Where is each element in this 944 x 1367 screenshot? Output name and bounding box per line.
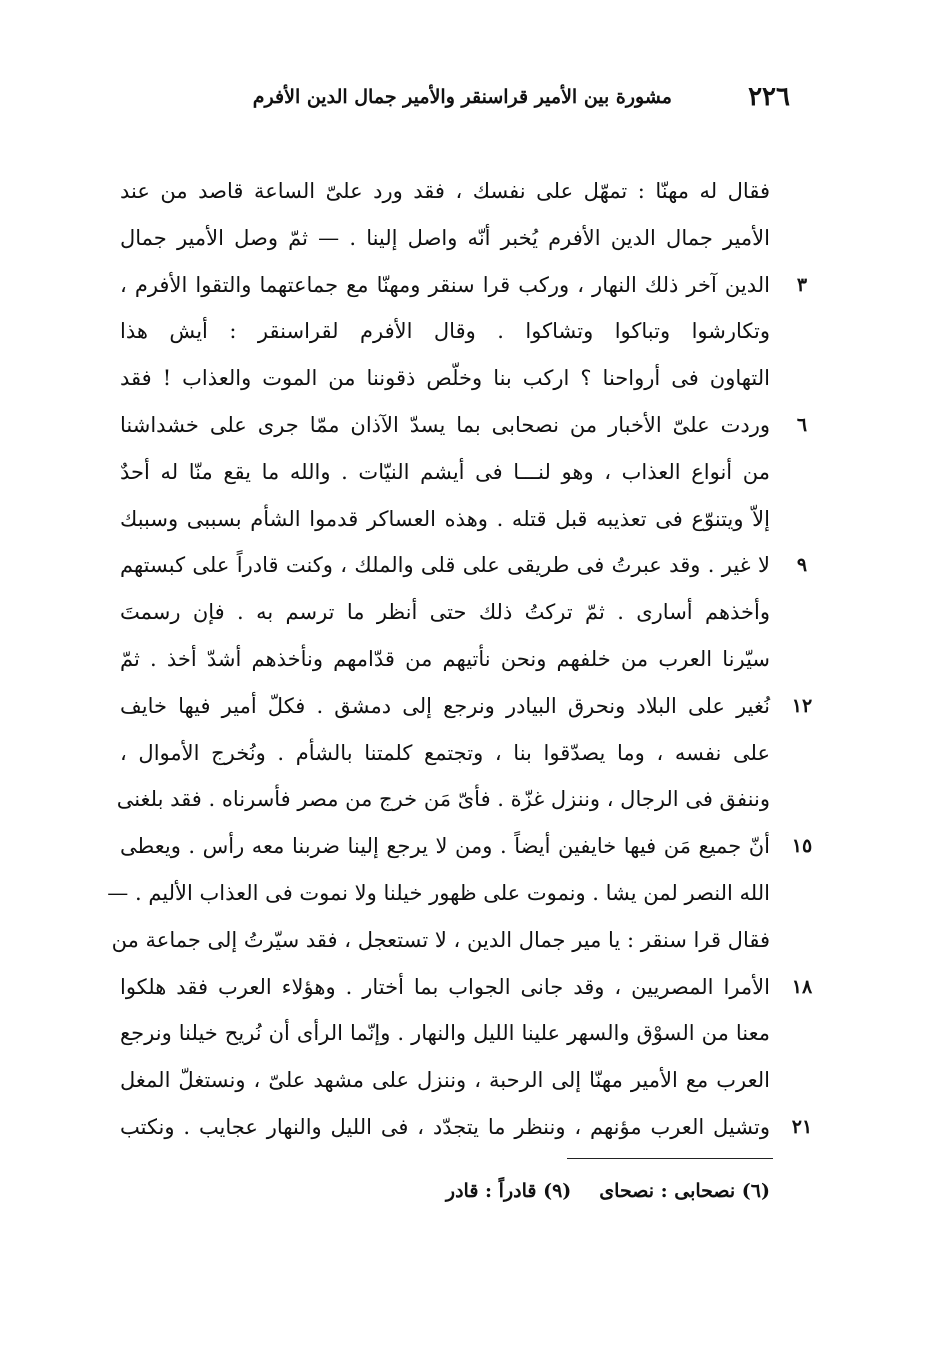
text-line: [107, 870, 770, 917]
footnote-divider: [567, 1158, 773, 1159]
line-text: معنا من السوْق والسهر علينا الليل والنهار . وإنّما الرأى أن نُريح خيلنا ونرجع: [120, 1021, 770, 1046]
footnotes: [360, 1180, 770, 1202]
text-line: [111, 917, 770, 964]
line-text: أنّ جميع مَن فيها خايفين أيضاً . ومن لا يرجع إلينا ضربنا معه رأس . ويعطى: [120, 834, 770, 859]
body-text: [107, 168, 813, 1151]
line-text: الدين آخر ذلك النهار ، وركب قرا سنقر ومهنّا مع جماعتهما والتقوا الأفرم ،: [120, 272, 770, 297]
line-number: ٦: [796, 413, 808, 436]
text-line: [116, 776, 770, 823]
line-text: على نفسه ، وما يصدّقوا بنا ، وتجتمع كلمتنا بالشأم . ونُخرج الأموال ،: [120, 740, 770, 765]
text-line: [120, 449, 770, 496]
line-number: ١٢: [791, 694, 813, 717]
text-line: [120, 402, 808, 449]
text-line: [120, 262, 808, 309]
line-text: إلاّ ويتنوّع فى تعذيبه قبل قتله . وهذه العساكر قدموا الشأم بسببى وسببك: [120, 506, 770, 531]
line-text: وأخذهم أسارى . ثمّ تركتُ ذلك حتى أنظر ما ترسم به . فإن رسمتَ: [120, 600, 770, 625]
text-line: [120, 1104, 813, 1151]
text-line: [120, 730, 770, 777]
line-text: فقال له مهنّا : تمهّل على نفسك ، فقد ورد علىّ الساعة قاصد من عند: [120, 179, 770, 203]
text-line: [120, 964, 813, 1011]
text-line: [120, 1010, 770, 1057]
line-text: التهاون فى أرواحنا ؟ اركب بنا وخلّص ذقوننا من الموت والعذاب ! فقد: [120, 366, 770, 391]
line-text: وتكارشوا وتباكوا وتشاكوا . وقال الأفرم لقراسنقر : أيش هذا: [120, 319, 770, 344]
text-line: [120, 1057, 770, 1104]
line-text: فقال قرا سنقر : يا مير جمال الدين ، لا تستعجل ، فقد سيّرتُ إلى جماعة من: [111, 927, 770, 952]
line-text: نُغير على البلاد ونحرق البيادر ونرجع إلى دمشق . فكلّ أمير فيها خايف: [120, 693, 770, 718]
line-text: لا غير . وقد عبرتُ فى طريقى على قلى والملك ، وكنت قادراً على كبستهم: [120, 553, 770, 578]
text-line: [120, 683, 813, 730]
line-number: ١٨: [791, 975, 813, 998]
text-line: [120, 542, 808, 589]
text-line: [120, 215, 770, 262]
line-text: وردت علىّ الأخبار من نصحابى بما يسدّ الآذان ممّا جرى على خشداشنا: [120, 412, 770, 437]
line-text: الأمير جمال الدين الأفرم يُخبر أنّه واصل إلينا . — ثمّ وصل الأمير جمال: [120, 225, 770, 250]
line-text: وننفق فى الرجال ، وننزل غزّة . فأىّ مَن خرج من مصر فأسرناه . فقد بلغنى: [116, 787, 770, 812]
line-text: سيّرنا العرب من خلفهم ونحن نأتيهم من قدّامهم ونأخذهم أشدّ أخذ . ثمّ: [120, 646, 770, 671]
text-line: [120, 823, 813, 870]
text-line: [120, 589, 770, 636]
line-text: من أنواع العذاب ، وهو لنـــا فى أيشم النيّات . والله ما يقع منّا له أحدٌ: [120, 459, 770, 484]
line-number: ٢١: [791, 1115, 813, 1138]
text-line: [120, 355, 770, 402]
running-head: مشورة بين الأمير قراسنقر والأمير جمال الدين الأفرم: [252, 86, 672, 108]
footnote: (٦) نصحابى : نصحاى: [599, 1180, 770, 1202]
line-text: وتشيل العرب مؤنهم ، وننظر ما يتجدّد ، فى الليل والنهار عجايب . ونكتب: [120, 1114, 770, 1139]
line-text: الأمرا المصريين ، وقد جانى الجواب بما أختار . وهؤلاء العرب فقد هلكوا: [120, 974, 770, 999]
text-line: [120, 636, 770, 683]
line-number: ٣: [796, 273, 808, 296]
footnote: (٩) قادراً : قادر: [445, 1180, 572, 1202]
page-number: ٢٢٦: [748, 82, 790, 112]
page-header: [250, 82, 790, 122]
text-line: [120, 168, 770, 215]
line-text: العرب مع الأمير مهنّا إلى الرحبة ، وننزل على مشهد علىّ ، ونستغلّ المغل: [120, 1068, 770, 1093]
text-line: [120, 308, 770, 355]
line-text: الله النصر لمن يشا . ونموت على ظهور خيلنا ولا نموت فى العذاب الأليم . —: [107, 880, 770, 905]
line-number: ٩: [796, 554, 808, 577]
line-number: ١٥: [791, 835, 813, 858]
text-line: [120, 496, 770, 543]
